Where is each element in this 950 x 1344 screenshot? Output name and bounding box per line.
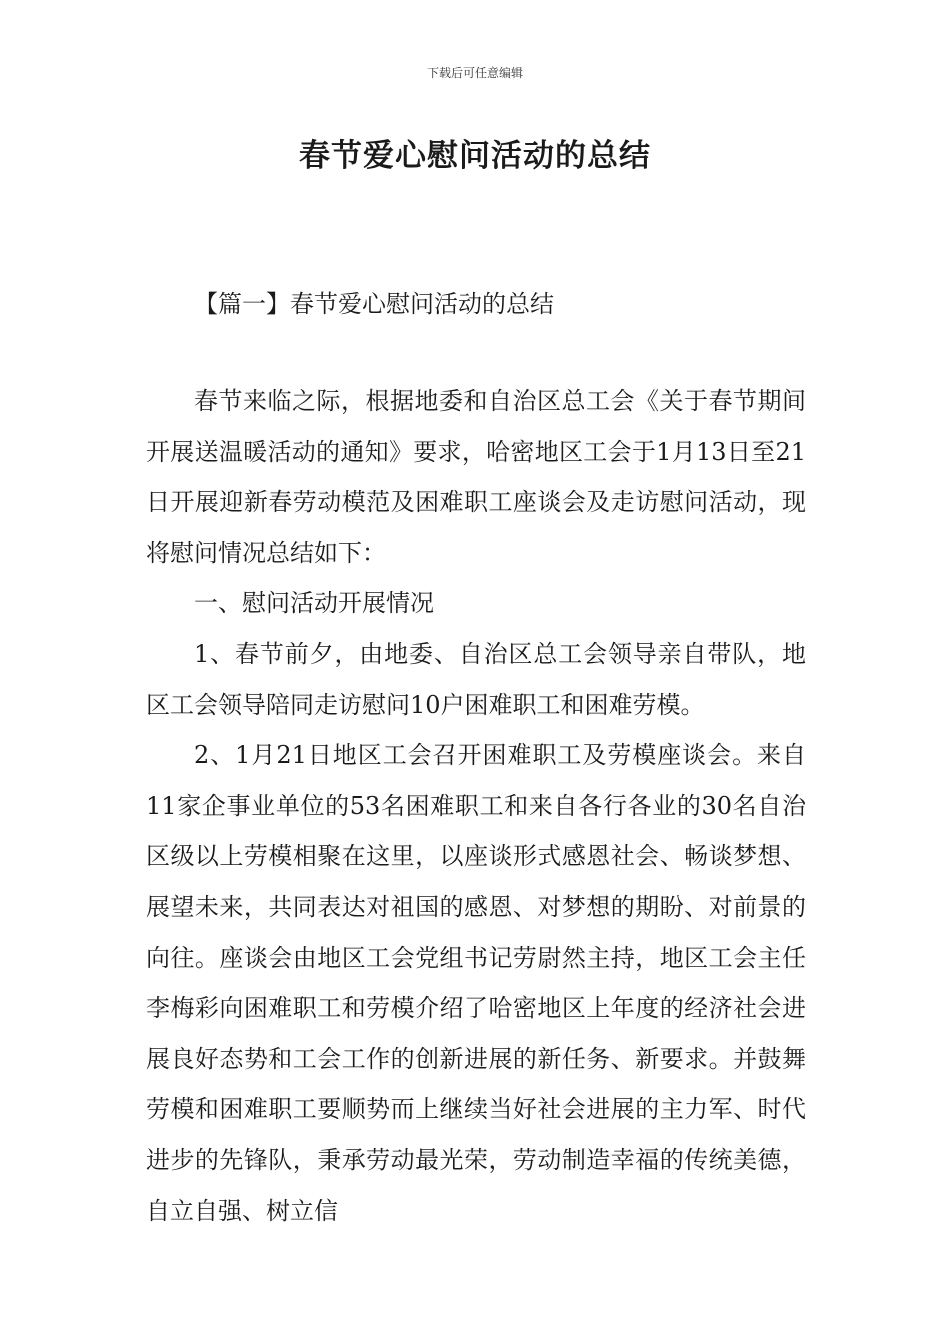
paragraph: 2、1月21日地区工会召开困难职工及劳模座谈会。来自11家企事业单位的53名困难职工和来自各行各业的30名自治区级以上劳模相聚在这里，以座谈形式感恩社会、畅谈梦想、展望未来，共同表达对祖国的感恩、对梦想的期盼、对前景的向往。座谈会由地区工会党组书记劳尉然主持，地区工会主任李梅彩向困难职工和劳模介绍了哈密地区上年度的经济社会进展良好态势和工会工作的创新进展的新任务、新要求。并鼓舞劳模和困难职工要顺势而上继续当好社会进展的主力军、时代进步的先锋队，秉承劳动最光荣，劳动制造幸福的传统美德，自立自强、树立信 [146,741,806,1225]
section-heading: 【篇一】春节爱心慰问活动的总结 [194,290,554,318]
paragraph: 一、慰问活动开展情况 [194,589,434,618]
header-note: 下载后可任意编辑 [426,66,523,80]
paragraph: 春节来临之际，根据地委和自治区总工会《关于春节期间开展送温暖活动的通知》要求，哈密地区工会于1月13日至21日开展迎新春劳动模范及困难职工座谈会及走访慰问活动，现将慰问情况总结如下： [146,387,806,567]
document-title: 春节爱心慰问活动的总结 [299,138,651,174]
paragraph: 1、春节前夕，由地委、自治区总工会领导亲自带队，地区工会领导陪同走访慰问10户困难职工和困难劳模。 [146,639,806,719]
document-body [146,376,806,1236]
